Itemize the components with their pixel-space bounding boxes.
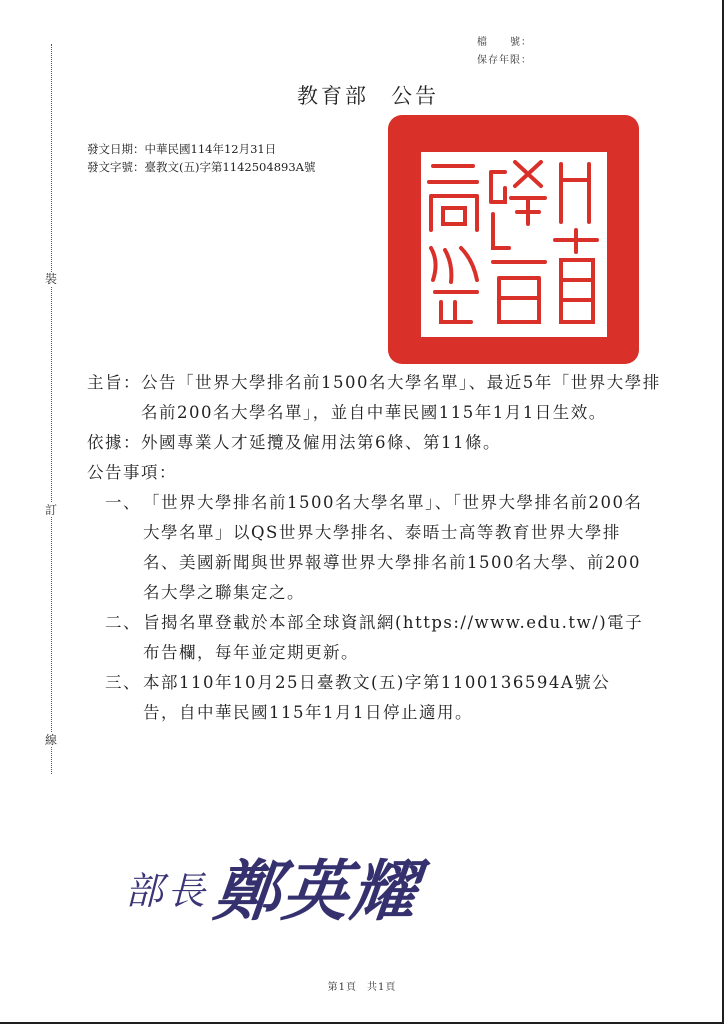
item-number: 一、 [105, 493, 141, 512]
announcement-items-heading [87, 458, 667, 488]
document-meta [87, 140, 315, 176]
basis-text: 外國專業人才延攬及僱用法第6條、第11條。 [141, 433, 501, 452]
basis-label: 依據： [87, 433, 141, 452]
binding-mark-zhuang: 裝 [44, 272, 57, 286]
issue-date-label: 發文日期： [87, 142, 145, 156]
seal-inner-field [421, 152, 607, 337]
seal-script-glyphs [421, 152, 607, 337]
item-number: 二、 [105, 613, 141, 632]
filing-info [477, 34, 535, 70]
doc-type: 公告 [391, 84, 439, 108]
official-seal-icon [388, 115, 639, 364]
item-text: 本部110年10月25日臺教文(五)字第1100136594A號公告，自中華民國115年1月1日停止適用。 [143, 673, 611, 722]
announcement-label: 公告事項： [87, 463, 177, 482]
signature-name: 鄭英耀 [210, 852, 423, 930]
announcement-item-1 [87, 488, 667, 608]
minister-signature [120, 838, 480, 938]
page-footer [0, 978, 724, 993]
item-number: 三、 [105, 673, 141, 692]
file-number-label: 檔 號： [477, 37, 532, 48]
page-total: 共1頁 [367, 982, 397, 993]
announcement-item-3 [87, 668, 667, 728]
doc-number-label: 發文字號： [87, 160, 145, 174]
retention-label: 保存年限： [477, 55, 532, 66]
basis-section [87, 428, 667, 458]
item-text: 「世界大學排名前1500名大學名單」、「世界大學排名前200名大學名單」以QS世界大學排名、泰晤士高等教育世界大學排名、美國新聞與世界報導世界大學排名前1500名大學、前200名大學之聯集定之。 [143, 493, 643, 602]
binding-line [51, 44, 52, 774]
signature-title: 部長 [125, 869, 210, 913]
agency-name: 教育部 [297, 84, 369, 108]
subject-text: 公告「世界大學排名前1500名大學名單」、最近5年「世界大學排名前200名大學名單」，並自中華民國115年1月1日生效。 [141, 373, 661, 422]
page-number: 第1頁 [327, 982, 357, 993]
page-title [297, 80, 439, 110]
subject-label: 主旨： [87, 373, 141, 392]
binding-mark-ding: 訂 [44, 503, 57, 517]
announcement-item-2 [87, 608, 667, 668]
subject-section [87, 368, 667, 428]
announcement-body [87, 368, 667, 728]
doc-number: 臺教文(五)字第1142504893A號 [144, 160, 316, 174]
issue-date: 中華民國114年12月31日 [144, 142, 277, 156]
item-text: 旨揭名單登載於本部全球資訊網(https://www.edu.tw/)電子布告欄，每年並定期更新。 [143, 613, 644, 662]
binding-mark-xian: 線 [44, 733, 57, 747]
